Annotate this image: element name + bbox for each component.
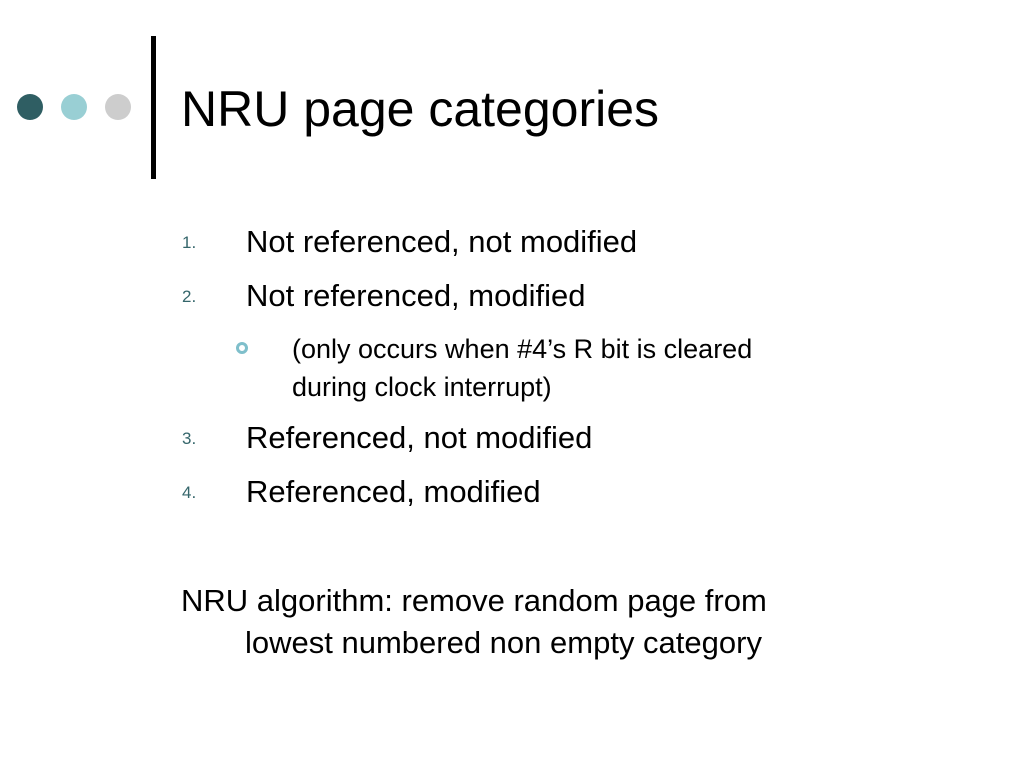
- paragraph-line-1: NRU algorithm: remove random page from: [181, 583, 767, 618]
- dot-dark-teal: [17, 94, 43, 120]
- list-number-4: 4.: [182, 483, 197, 502]
- paragraph-line-2: lowest numbered non empty category: [245, 625, 762, 660]
- list-item-4: Referenced, modified: [246, 474, 541, 509]
- list-number-1: 1.: [182, 233, 197, 252]
- list-number-3: 3.: [182, 429, 197, 448]
- decorative-dots: [17, 94, 131, 120]
- list-number-2: 2.: [182, 287, 197, 306]
- dot-light-teal: [61, 94, 87, 120]
- algorithm-paragraph: [181, 580, 901, 664]
- dot-gray: [105, 94, 131, 120]
- sub-bullet-line-1: (only occurs when #4’s R bit is cleared: [292, 334, 753, 364]
- title-divider: [151, 36, 156, 179]
- list-item-1: Not referenced, not modified: [246, 224, 638, 259]
- list-item-2: Not referenced, modified: [246, 278, 586, 313]
- slide-title: NRU page categories: [181, 81, 660, 137]
- sub-bullet-icon: [236, 342, 248, 354]
- sub-bullet-text: [292, 330, 752, 406]
- list-item-3: Referenced, not modified: [246, 420, 593, 455]
- sub-bullet-line-2: during clock interrupt): [292, 372, 552, 402]
